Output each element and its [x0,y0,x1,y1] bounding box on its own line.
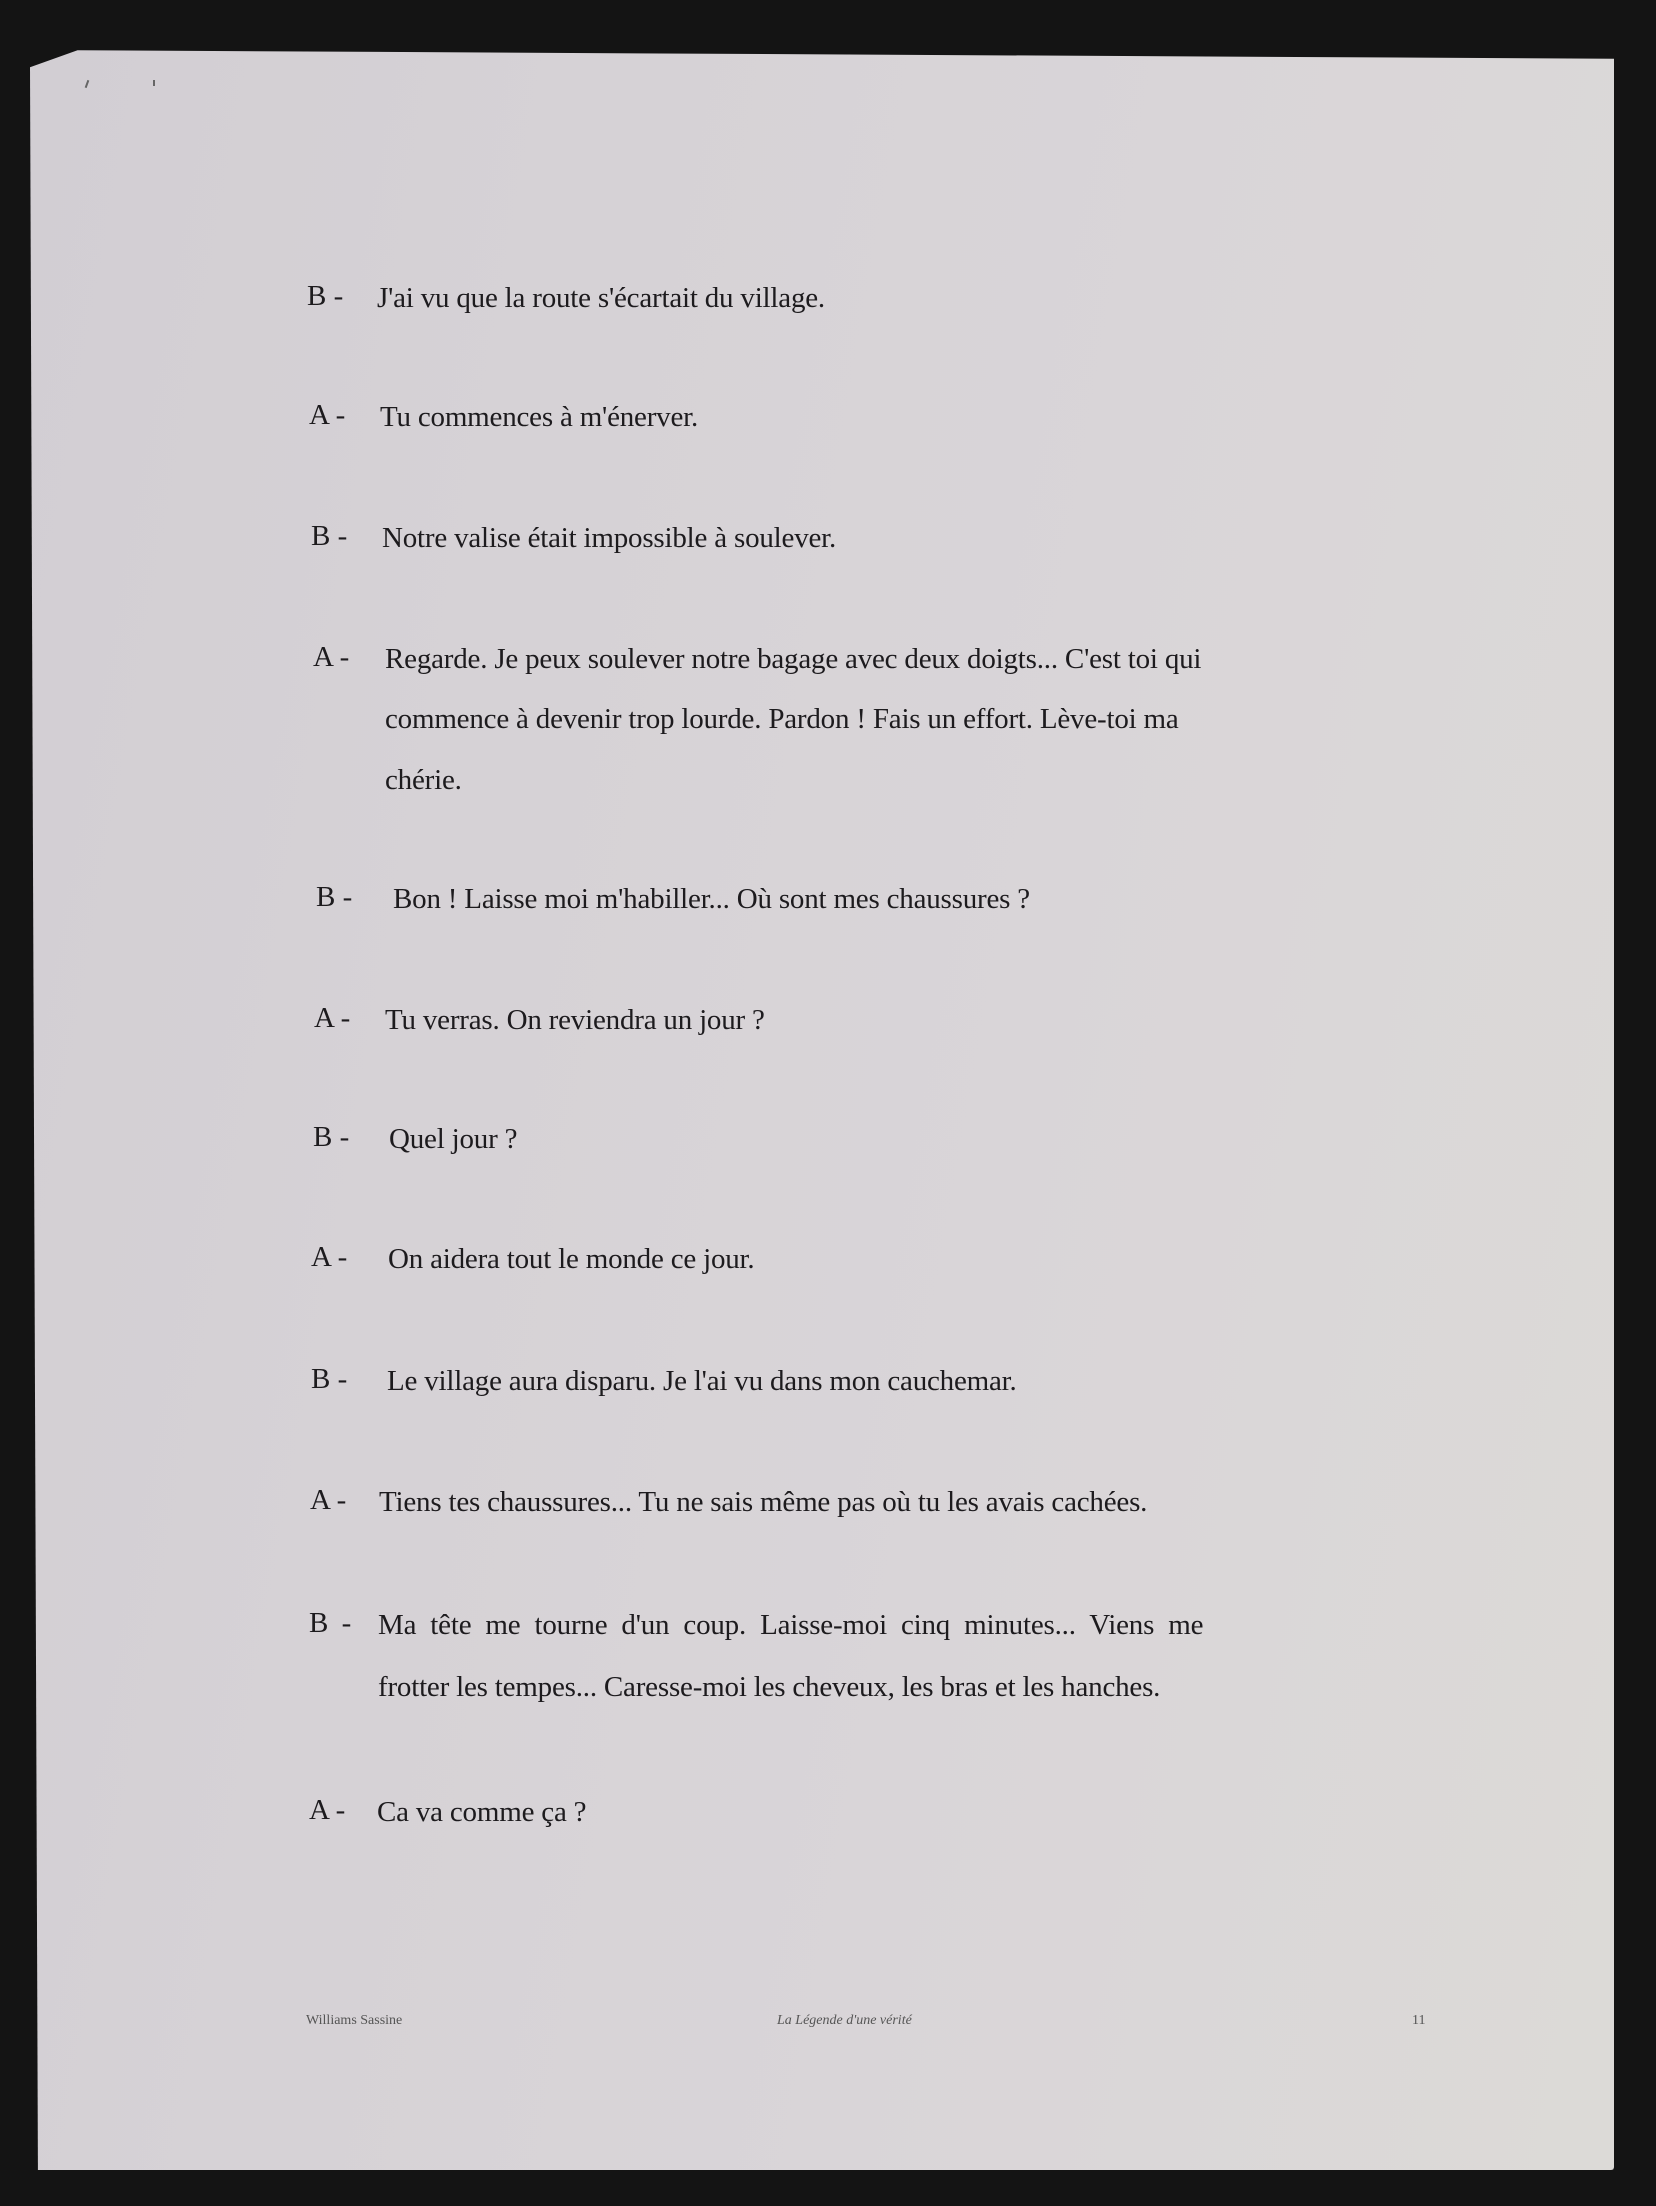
dialogue-line: J'ai vu que la route s'écartait du village. [377,282,825,314]
speaker-label: B - [311,520,348,552]
speaker-label: A - [314,1002,351,1034]
speaker-label: A - [309,399,346,431]
dialogue-line: Ma tête me tourne d'un coup. Laisse-moi cinq minutes... Viens me [378,1609,1204,1641]
dialogue-line: Bon ! Laisse moi m'habiller... Où sont mes chaussures ? [393,883,1030,915]
dialogue-line: Notre valise était impossible à soulever. [382,522,837,554]
dialogue-line: Tu verras. On reviendra un jour ? [385,1004,765,1036]
footer-author: Williams Sassine [306,2013,403,2028]
paper-page [30,46,1614,2170]
dialogue-line: Ca va comme ça ? [377,1796,587,1828]
dialogue-line: Quel jour ? [389,1123,518,1155]
speaker-label: A - [310,1484,347,1516]
footer-title: La Légende d'une vérité [777,2013,912,2028]
dialogue-line: Tu commences à m'énerver. [380,401,699,433]
dialogue-line: On aidera tout le monde ce jour. [388,1243,755,1275]
speaker-label: A - [309,1794,346,1826]
speaker-label: B - [307,280,344,312]
footer-page-number: 11 [1412,2013,1426,2028]
speaker-label: A - [311,1241,348,1273]
speaker-label: B - [309,1607,352,1639]
dialogue-line: commence à devenir trop lourde. Pardon ! Fais un effort. Lève-toi ma [385,703,1179,735]
speaker-label: B - [316,881,353,913]
dialogue-line: frotter les tempes... Caresse-moi les cheveux, les bras et les hanches. [378,1671,1161,1703]
dialogue-line: chérie. [385,764,462,796]
paper-mark [153,80,155,86]
speaker-label: B - [311,1363,348,1395]
speaker-label: A - [313,641,350,673]
dialogue-line: Tiens tes chaussures... Tu ne sais même pas où tu les avais cachées. [379,1486,1148,1518]
dialogue-line: Le village aura disparu. Je l'ai vu dans mon cauchemar. [387,1365,1017,1397]
speaker-label: B - [313,1121,350,1153]
dialogue-line: Regarde. Je peux soulever notre bagage avec deux doigts... C'est toi qui [385,643,1202,675]
